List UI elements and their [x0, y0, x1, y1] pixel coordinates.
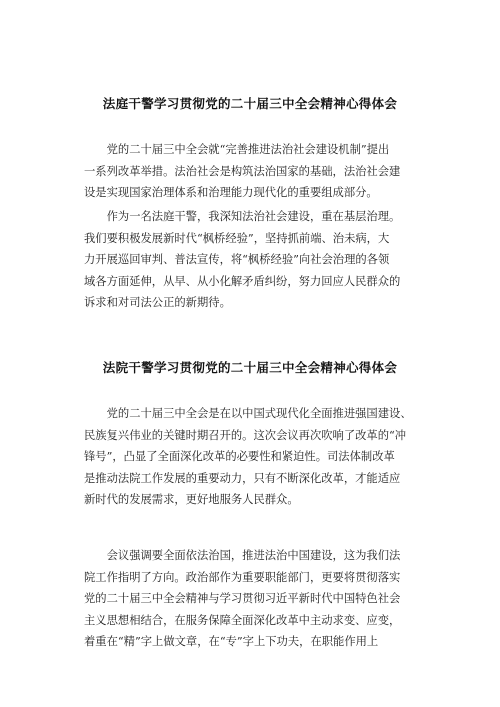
- text-line: 诉求和对司法公正的新期待。: [84, 296, 231, 310]
- text-line: 党的二十届三中全会就“完善推进法治社会建设机制”提出: [84, 143, 390, 156]
- text-line: 主义思想相结合，在服务保障全面深化改革中主动求变、应变，: [84, 613, 401, 627]
- text-line: 是推动法院工作发展的重要动力，只有不断深化改革，才能适应: [84, 471, 401, 485]
- text-line: 锋号”，凸显了全面深化改革的必要性和紧迫性。司法体制改革: [84, 450, 395, 464]
- text-line: 作为一名法庭干警，我深知法治社会建设，重在基层治理。: [84, 210, 401, 223]
- paragraph: [84, 545, 424, 653]
- text-line: 设是实现国家治理体系和治理能力现代化的重要组成部分。: [84, 186, 378, 200]
- paragraph: [84, 403, 424, 511]
- text-line: 我们要积极发展新时代“枫桥经验”，坚持抓前端、治未病，大: [84, 231, 390, 245]
- text-line: 民族复兴伟业的关键时期召开的。这次会议再次吹响了改革的“冲: [84, 428, 407, 442]
- text-line: 域各方面延伸，从早、从小化解矛盾纠纷，努力回应人民群众的: [84, 274, 401, 288]
- text-line: 党的二十届三中全会精神与学习贯彻习近平新时代中国特色社会: [84, 592, 401, 606]
- text-line: 会议强调要全面依法治国，推进法治中国建设，这为我们法: [84, 549, 401, 562]
- paragraph: [84, 206, 424, 314]
- section-title: 法庭干警学习贯彻党的二十届三中全会精神心得体会: [102, 96, 398, 111]
- text-line: 力开展巡回审判、普法宣传，将“枫桥经验”向社会治理的各领: [84, 253, 390, 267]
- text-line: 一系列改革举措。法治社会是构筑法治国家的基础，法治社会建: [84, 164, 401, 178]
- text-line: 着重在“精”字上做文章，在“专”字上下功夫，在职能作用上: [84, 635, 379, 649]
- text-line: 党的二十届三中全会是在以中国式现代化全面推进强国建设、: [84, 407, 412, 420]
- text-line: 院工作指明了方向。政治部作为重要职能部门，更要将贯彻落实: [84, 570, 401, 584]
- paragraph: [84, 139, 424, 204]
- text-line: 新时代的发展需求，更好地服务人民群众。: [84, 493, 299, 507]
- section-title: 法院干警学习贯彻党的二十届三中全会精神心得体会: [102, 360, 398, 375]
